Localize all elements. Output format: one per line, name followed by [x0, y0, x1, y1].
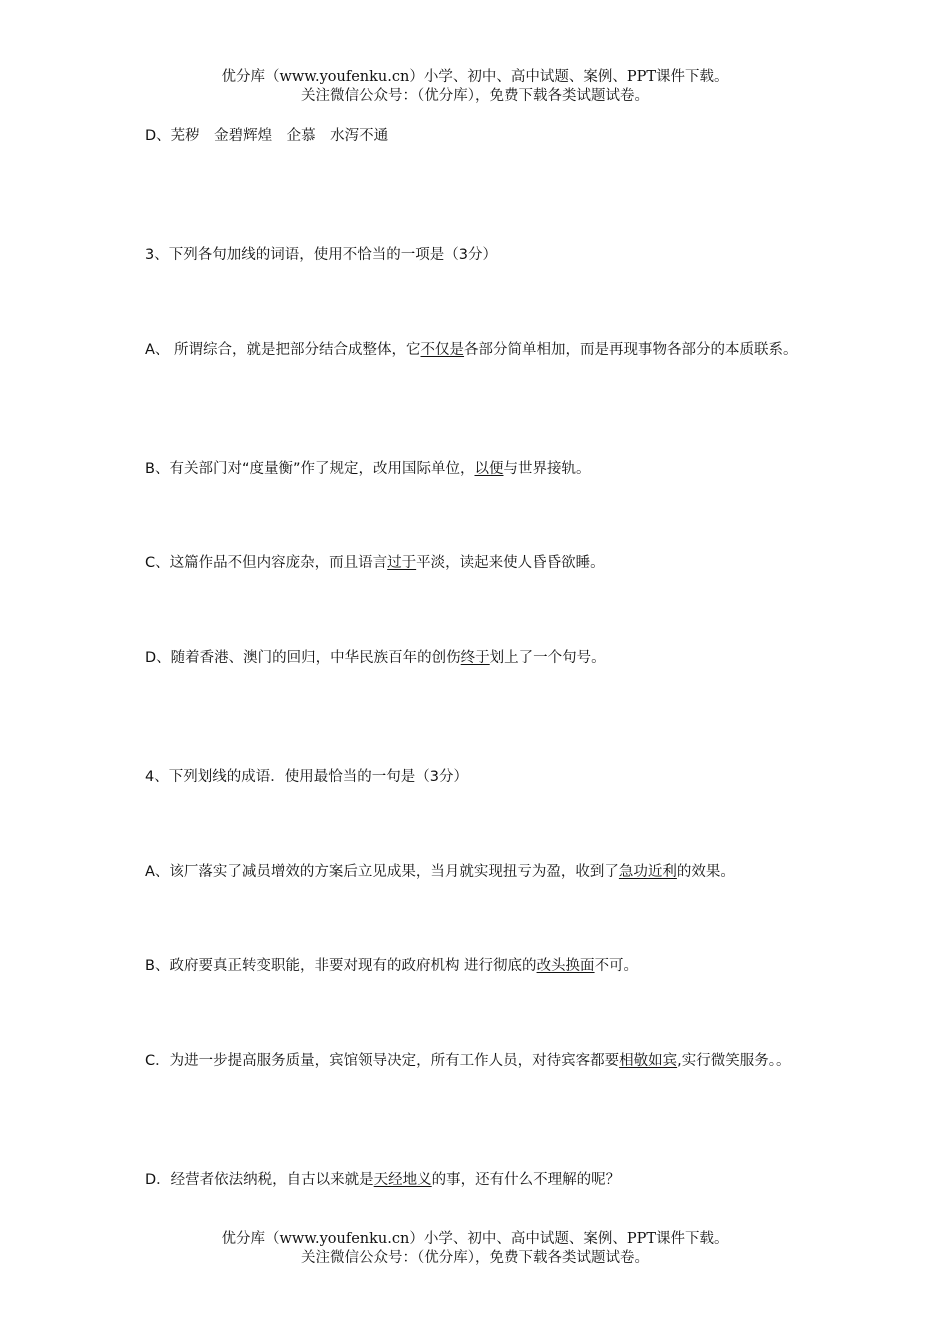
- question-4-option-d: [145, 1168, 805, 1193]
- underlined-word: 过于: [387, 555, 417, 571]
- underlined-word: 不仅是: [420, 342, 465, 358]
- page-header: [0, 68, 950, 106]
- option-text: B、有关部门对“度量衡”作了规定，改用国际单位，: [145, 461, 475, 477]
- question-3-option-c: [145, 551, 805, 576]
- page-footer: [0, 1230, 950, 1268]
- question-3-stem: 3、下列各句加线的词语，使用不恰当的一项是（3分）: [145, 247, 497, 263]
- option-text: 划上了一个句号。: [489, 650, 606, 666]
- question-3-option-b: [145, 457, 805, 482]
- question-3-option-a: [145, 338, 805, 363]
- option-text: D、随着香港、澳门的回归，中华民族百年的创伤: [145, 650, 461, 666]
- question-4-option-a: [145, 860, 805, 885]
- option-text: 的事，还有什么不理解的呢？: [431, 1172, 621, 1188]
- option-text: C、这篇作品不但内容庞杂，而且语言: [145, 555, 388, 571]
- option-text: 的效果。: [676, 864, 735, 880]
- footer-line-2: 关注微信公众号：（优分库），免费下载各类试题试卷。: [301, 1250, 649, 1266]
- option-text: B、政府要真正转变职能，非要对现有的政府机构 进行彻底的: [145, 958, 537, 974]
- prev-question-option-d: D、芜秽 金碧辉煌 企慕 水泻不通: [145, 128, 389, 144]
- header-line-2: 关注微信公众号：（优分库），免费下载各类试题试卷。: [301, 88, 649, 104]
- underlined-word: 以便: [474, 461, 504, 477]
- question-4-option-c: [145, 1049, 805, 1074]
- underlined-idiom: 相敬如宾: [619, 1053, 678, 1069]
- underlined-idiom: 急功近利: [618, 864, 677, 880]
- option-text: 各部分简单相加，而是再现事物各部分的本质联系。: [464, 342, 798, 358]
- underlined-idiom: 天经地义: [373, 1172, 432, 1188]
- option-text: C．为进一步提高服务质量，宾馆领导决定，所有工作人员，对待宾客都要: [145, 1053, 620, 1069]
- question-4-option-b: [145, 954, 805, 979]
- option-text: 不可。: [594, 958, 639, 974]
- option-text: D．经营者依法纳税，自古以来就是: [145, 1172, 374, 1188]
- underlined-idiom: 改头换面: [536, 958, 595, 974]
- question-4-stem: 4、下列划线的成语．使用最恰当的一句是（3分）: [145, 769, 468, 785]
- header-line-1: 优分库（www.youfenku.cn）小学、初中、高中试题、案例、PPT课件下载。: [221, 69, 729, 85]
- option-text: ,实行微笑服务。。: [677, 1053, 791, 1069]
- question-3-option-d: [145, 646, 805, 671]
- option-text: A、 所谓综合，就是把部分结合成整体，它: [145, 342, 421, 358]
- option-text: A、该厂落实了减员增效的方案后立见成果，当月就实现扭亏为盈，收到了: [145, 864, 619, 880]
- option-text: 平淡，读起来使人昏昏欲睡。: [416, 555, 605, 571]
- footer-line-1: 优分库（www.youfenku.cn）小学、初中、高中试题、案例、PPT课件下载。: [221, 1231, 729, 1247]
- option-text: 与世界接轨。: [503, 461, 591, 477]
- underlined-word: 终于: [460, 650, 490, 666]
